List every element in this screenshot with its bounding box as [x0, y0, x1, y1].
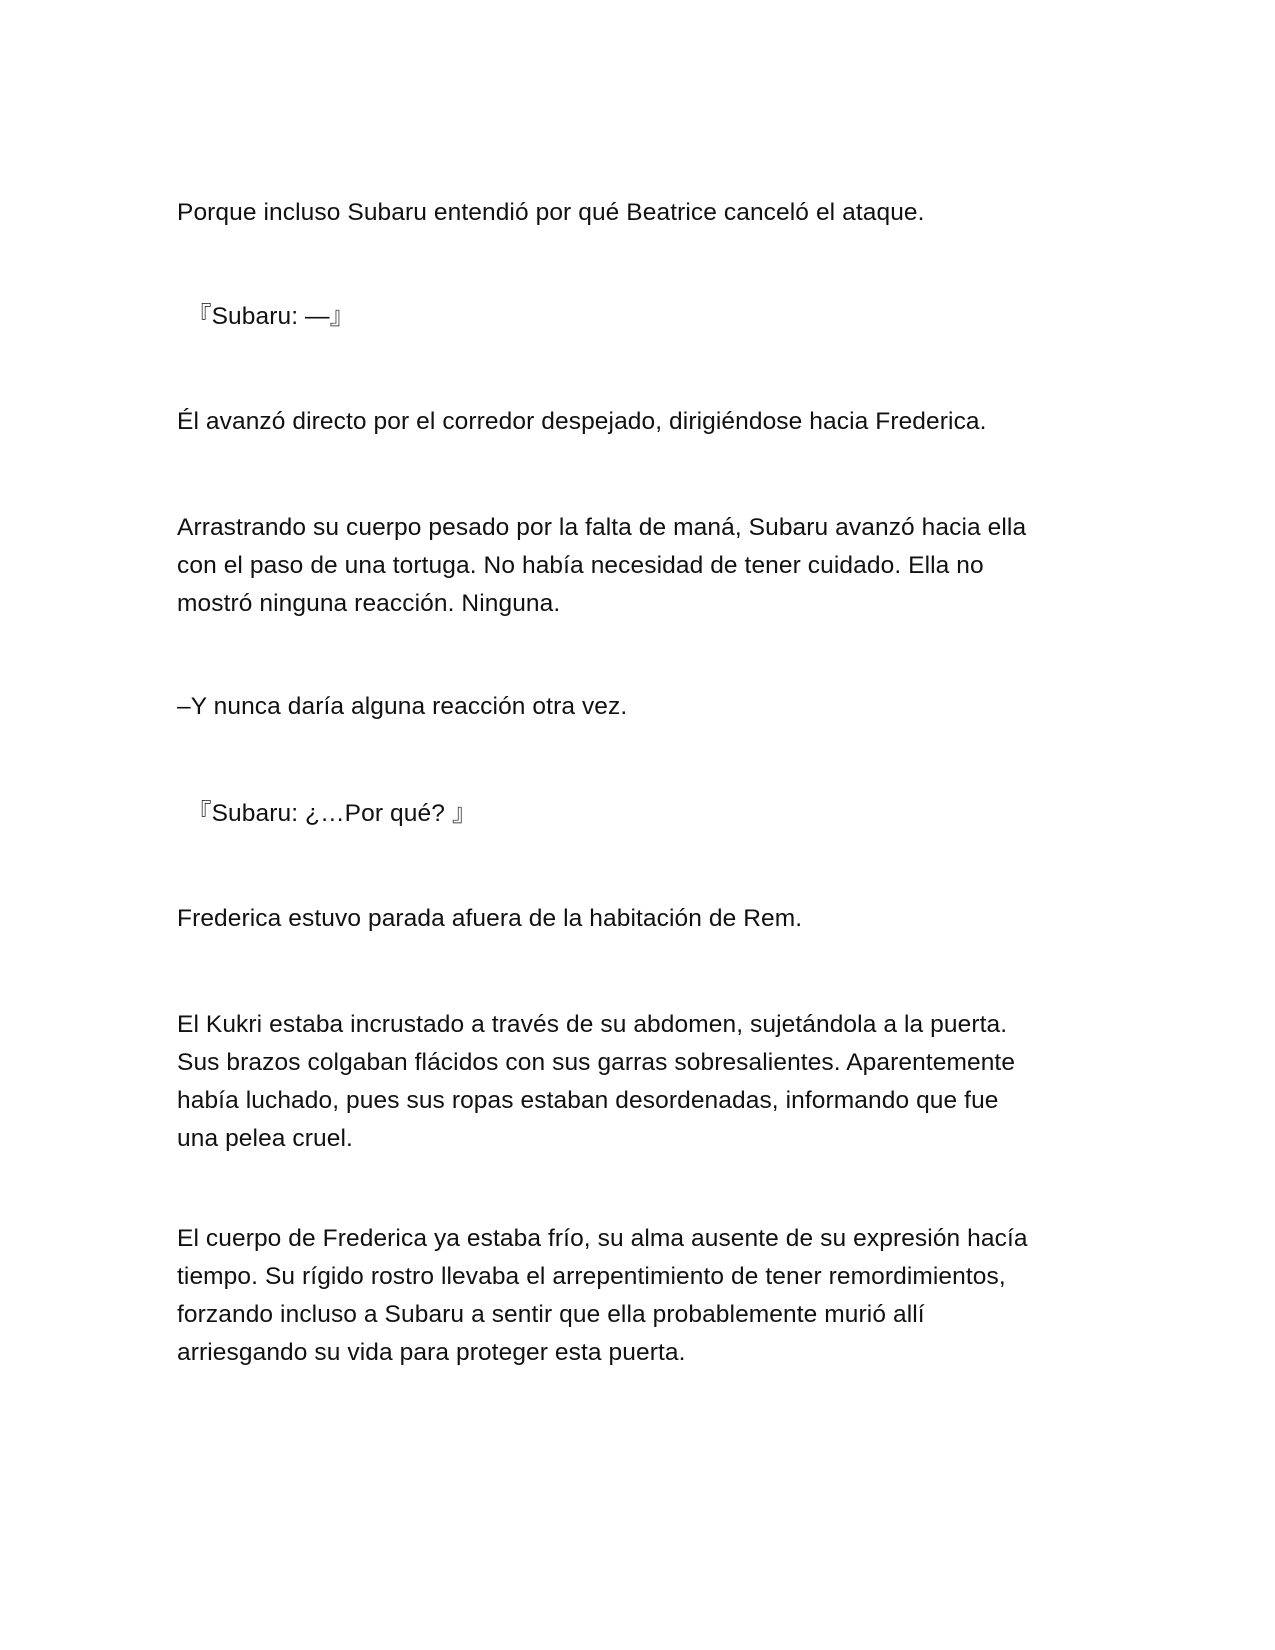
text-line: Porque incluso Subaru entendió por qué Beatrice canceló el ataque. — [177, 199, 925, 226]
paragraph-9 — [177, 1220, 1117, 1372]
text-line: El Kukri estaba incrustado a través de su abdomen, sujetándola a la puerta. — [177, 1011, 1008, 1038]
text-line: tiempo. Su rígido rostro llevaba el arrepentimiento de tener remordimientos, — [177, 1263, 1006, 1290]
text-line: Sus brazos colgaban flácidos con sus garras sobresalientes. Aparentemente — [177, 1049, 1016, 1076]
text-line: 『Subaru: —』 — [187, 303, 355, 330]
text-line: Arrastrando su cuerpo pesado por la falta de maná, Subaru avanzó hacia ella — [177, 514, 1027, 541]
paragraph-7 — [177, 900, 1117, 938]
text-line: 『Subaru: ¿…Por qué? 』 — [187, 800, 477, 827]
text-line: El cuerpo de Frederica ya estaba frío, su alma ausente de su expresión hacía — [177, 1225, 1028, 1252]
paragraph-8 — [177, 1006, 1117, 1158]
text-line: arriesgando su vida para proteger esta puerta. — [177, 1339, 686, 1366]
dialogue-subaru-silence — [187, 298, 1127, 336]
paragraph-5 — [177, 688, 1117, 726]
text-line: Frederica estuvo parada afuera de la habitación de Rem. — [177, 905, 803, 932]
text-line: forzando incluso a Subaru a sentir que ella probablemente murió allí — [177, 1301, 925, 1328]
text-line: una pelea cruel. — [177, 1125, 353, 1152]
paragraph-4 — [177, 509, 1117, 623]
text-line: con el paso de una tortuga. No había necesidad de tener cuidado. Ella no — [177, 552, 984, 579]
text-line: –Y nunca daría alguna reacción otra vez. — [177, 693, 628, 720]
text-line: Él avanzó directo por el corredor despejado, dirigiéndose hacia Frederica. — [177, 408, 987, 435]
text-line: había luchado, pues sus ropas estaban desordenadas, informando que fue — [177, 1087, 999, 1114]
dialogue-subaru-why — [187, 795, 1127, 833]
paragraph-3 — [177, 403, 1117, 441]
paragraph-1 — [177, 194, 1117, 232]
text-line: mostró ninguna reacción. Ninguna. — [177, 590, 561, 617]
